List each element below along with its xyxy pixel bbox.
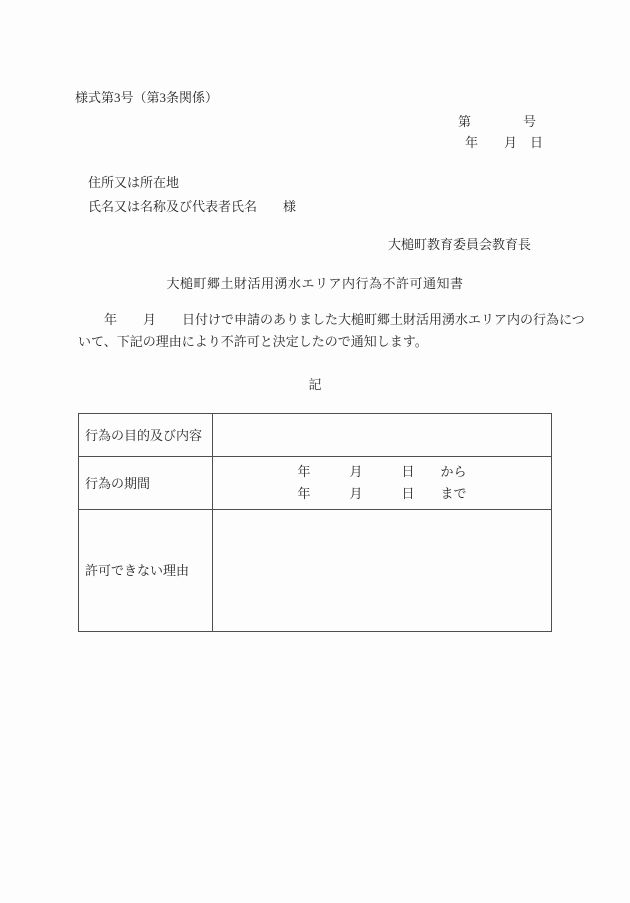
reason-label-cell: 許可できない理由: [79, 510, 213, 632]
sender-name: 大槌町教育委員会教育長: [388, 237, 532, 252]
period-label-cell: 行為の期間: [79, 457, 213, 510]
reason-value-cell: [213, 510, 552, 632]
notice-table: [78, 413, 552, 632]
table-row-reason: [79, 510, 552, 632]
record-heading: 記: [308, 377, 322, 392]
date-line: 年 月 日: [465, 135, 544, 150]
body-line-1: 年 月 日付けで申請のありました大槌町郷土財活用湧水エリア内の行為につ: [78, 312, 585, 327]
table-row-purpose: [79, 414, 552, 457]
period-value-cell: [213, 457, 552, 510]
body-paragraph: [78, 309, 585, 353]
table-row-period: [79, 457, 552, 510]
body-line-2: いて、下記の理由により不許可と決定したので通知します。: [78, 334, 428, 349]
purpose-label-cell: 行為の目的及び内容: [79, 414, 213, 457]
period-from-line: 年 月 日 から: [297, 464, 467, 479]
document-title: 大槌町郷土財活用湧水エリア内行為不許可通知書: [166, 276, 464, 291]
purpose-value-cell: [213, 414, 552, 457]
form-number-label: 様式第3号（第3条関係）: [75, 90, 219, 105]
recipient-name-label: 氏名又は名称及び代表者氏名 様: [88, 199, 297, 214]
recipient-address-label: 住所又は所在地: [88, 175, 180, 190]
document-number-line: 第 号: [458, 114, 537, 129]
period-to-line: 年 月 日 まで: [297, 486, 467, 501]
